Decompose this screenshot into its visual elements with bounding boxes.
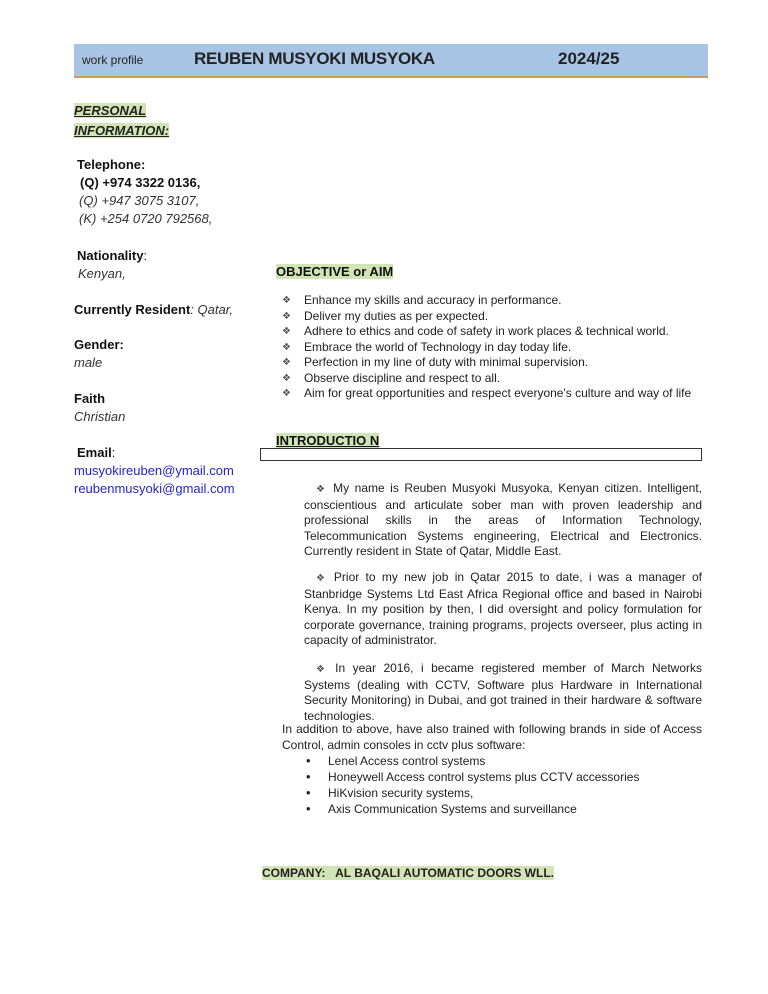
objective-heading: OBJECTIVE or AIM: [276, 264, 394, 279]
email-secondary[interactable]: reubenmusyoki@gmail.com: [74, 481, 235, 496]
list-item: ❖ Adhere to ethics and code of safety in work places & technical world.: [282, 324, 702, 340]
list-item: • HiKvision security systems,: [306, 785, 686, 801]
nationality-section: Nationality: Kenyan,: [74, 247, 244, 283]
gender-value: male: [74, 355, 103, 370]
intro-paragraph-1-text: My name is Reuben Musyoki Musyoka, Kenyan citizen. Intelligent, conscientious and articulate sober man with proven leadership and professional skills in the areas of Information Technology, Telecommunication Systems engineering, Electrical and Electronics. Currently resident in State of Qatar, Middle East.: [304, 481, 702, 558]
diamond-bullet-icon: ❖: [316, 573, 328, 584]
diamond-bullet-icon: ❖: [316, 484, 328, 495]
work-profile-label: work profile: [82, 53, 144, 67]
list-item: ❖ Embrace the world of Technology in day today life.: [282, 340, 702, 356]
objective-list: [282, 293, 702, 402]
intro-paragraph-2: [304, 570, 702, 649]
header-bar: [74, 44, 708, 78]
list-item: ❖ Observe discipline and respect to all.: [282, 371, 702, 387]
intro-paragraph-1: [304, 481, 702, 560]
telephone-section: [74, 156, 244, 228]
faith-label: Faith: [74, 391, 106, 406]
intro-paragraph-2-text: Prior to my new job in Qatar 2015 to date, i was a manager of Stanbridge Systems Ltd East Africa Regional office and based in Nairobi Kenya. In my position by then, I did oversight and policy formulation for corporate governance, training programs, projects overseer, plus acting in capacity of administrator.: [304, 570, 702, 647]
email-section: Email: musyokireuben@ymail.com reubenmusyoki@gmail.com: [74, 445, 235, 496]
list-item: ❖ Deliver my duties as per expected.: [282, 309, 702, 325]
gender-section: [74, 336, 244, 372]
resident-section: [74, 301, 244, 319]
faith-value: Christian: [74, 409, 126, 424]
intro-paragraph-4: In addition to above, have also trained with following brands in side of Access Control, admin consoles in cctv plus software:: [282, 722, 702, 752]
telephone-label: Telephone:: [77, 157, 146, 172]
intro-paragraph-3-text: In year 2016, i became registered member of March Networks Systems (dealing with CCTV, Software plus Hardware in International Security Monitoring) in Dubai, and got trained in their hardware & software technologies.: [304, 661, 702, 723]
brand-list: [306, 753, 686, 817]
introduction-divider-box: [260, 448, 702, 461]
personal-heading-line2: INFORMATION:: [74, 123, 170, 138]
email-label: Email: [77, 445, 112, 460]
company-line: COMPANY: AL BAQALI AUTOMATIC DOORS WLL.: [262, 866, 554, 880]
nationality-label: Nationality: [77, 248, 144, 263]
personal-heading-line1: PERSONAL: [74, 103, 147, 118]
personal-information-heading: [74, 101, 172, 141]
diamond-bullet-icon: ❖: [316, 664, 330, 675]
introduction-heading: INTRODUCTIO N: [276, 433, 380, 448]
resident-label: Currently Resident: [74, 302, 191, 317]
nationality-value: Kenyan,: [78, 266, 126, 281]
intro-paragraph-3: [304, 661, 702, 724]
gender-label: Gender:: [74, 337, 124, 352]
person-name: REUBEN MUSYOKI MUSYOKA: [194, 49, 435, 68]
profile-year: 2024/25: [558, 49, 620, 68]
list-item: • Honeywell Access control systems plus CCTV accessories: [306, 769, 686, 785]
list-item: ❖ Perfection in my line of duty with minimal supervision.: [282, 355, 702, 371]
faith-section: [74, 390, 244, 426]
phone-secondary: (Q) +947 3075 3107,: [79, 193, 200, 208]
phone-kenya: (K) +254 0720 792568,: [79, 211, 213, 226]
list-item: • Lenel Access control systems: [306, 753, 686, 769]
resident-value: : Qatar,: [190, 302, 233, 317]
email-primary[interactable]: musyokireuben@ymail.com: [74, 463, 234, 478]
list-item: ❖ Enhance my skills and accuracy in performance.: [282, 293, 702, 309]
list-item: • Axis Communication Systems and surveillance: [306, 801, 686, 817]
phone-primary: (Q) +974 3322 0136,: [80, 175, 201, 190]
list-item: ❖ Aim for great opportunities and respect everyone's culture and way of life: [282, 386, 702, 402]
